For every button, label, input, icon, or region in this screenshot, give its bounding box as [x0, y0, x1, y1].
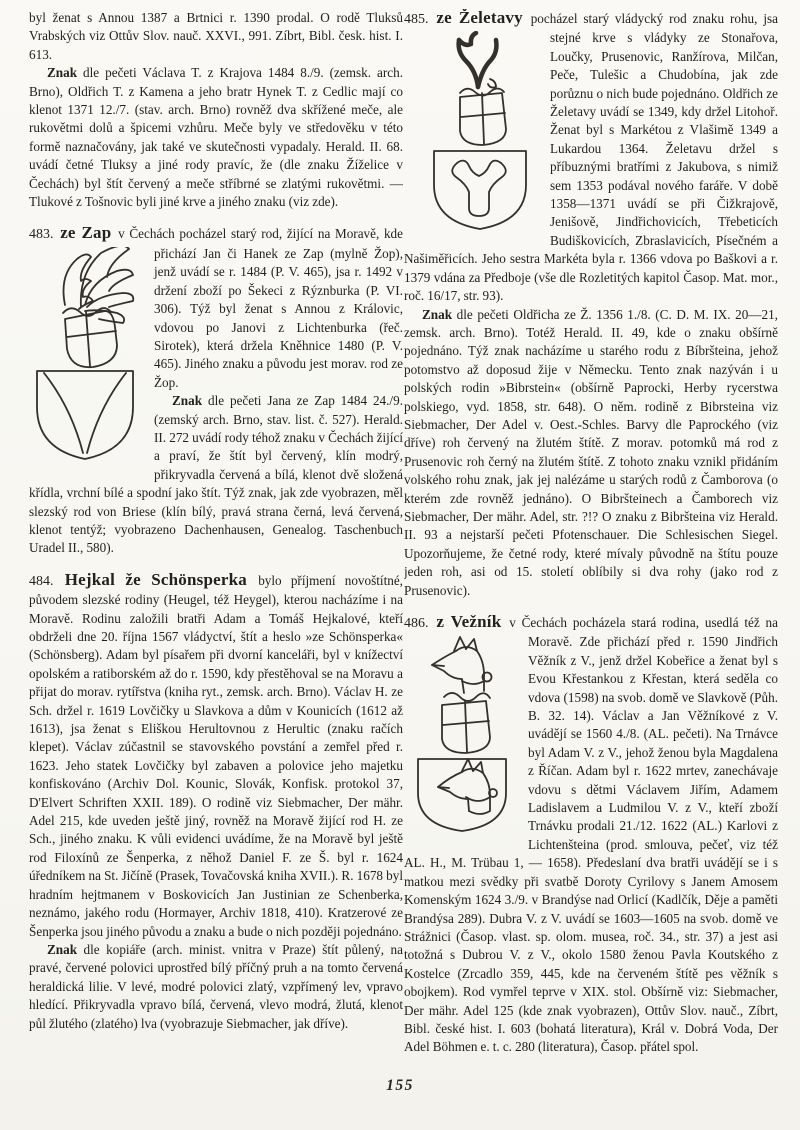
entry-name: z Vežník: [436, 612, 502, 631]
dog-head-shield-helmet-dog-crest-icon: [414, 635, 510, 835]
zap-coat-of-arms-figure: [29, 247, 141, 465]
entry-485-body: [404, 9, 778, 306]
znak-text: dle pečeti Oldřicha ze Ž. 1356 1./8. (C. D. M. IX. 20—21, zemsk. arch. Brno). Totéž Herald. II. 49, kde o znaku obšírně pojednáno. Týž znak nacházíme u starého rodu z Bíbršteina, jehož potomstvo až doposud žije v Německu. Tento znak nazýván i u polských rodin »Bibrstein« (obšírně Paprocki, Herby rycerstwa polskiego, vyd. 1858, str. 648). O něm. rodině z Bibrsteina viz Siebmacher, Der Adel v. Oest.-Schles. Barvy dle Paprockého (viz dříve) roh červený na žlutém štítě. Z morav. potomků má rod z Prusenovic roh černý na žlutém štítě. Z tohoto znaku vznikl přidáním volského rohu znak, jak jej nalézáme u starých rodů z Čamborova (o kterém zde rovněž jednáno). O Bibršteinech a Čamborech viz Siebmacher, Der mähr. Adel, str. ?!? O znaku z Bibršteina viz Herald. II. 93 a nejstarší pečeti Pfotenschauer. Die Schlesischen Siegel. Upozorňujeme, že četné rody, které mívaly původně na štítu pouze jeden roh, asi od 15. století oblíbily si dva rohy (jako rod z Prusenovic).: [404, 306, 778, 598]
znak-label: Znak: [47, 941, 78, 957]
entry-number: 484.: [29, 573, 54, 589]
entry-485-ze-zeletavy: [404, 9, 778, 600]
entry-484-body: [29, 571, 403, 941]
entry-text: v Čechách pocházela stará rodina, usedlá též na Moravě. Zde přichází před: [509, 615, 778, 650]
entry-text: bylo příjmení novoštítné, původem slezské rodiny (Heugel, též Heygel), kterou nacházíme i na Moravě. Rodinu založili bratři Adam a Tomáš Hejkalové, kteří obdrželi dne 20. října 1567 vládyctví, štít a heslo »ze Schönsperka« (Schönsberg). Adam byl písařem při dvorní kanceláři, byl v knížectví opolském a ratiborském až do r. 1590, kdy přestěhoval se na Moravu a přijat do morav. rytířstva (kniha ryt., zemsk. arch. Brno). Václav H. ze Sch. držel r. 1619 Lovčičky u Slavkova a dům v Kounicích (1612 až 1613), jsa ženat s Eliškou Herultovnou z Herultic (znaku račích klepet). Václav zúčastnil se stavovského povstání a zemřel před r. 1623. Jeho statek Lovčičky byl zabaven a polovice jeho majetku konfiskováno (Archiv Dol. Kounic, Slovák, Konfisk. protokol 37, D'Elvert Schriften XXII. 189). O rodině viz Siebmacher, Der mähr. Adel 215, kde uveden ještě jiný, rovněž na Moravě žijící rod H. ze Sch., jiného znaku. K vůli evidenci uvádíme, že na Moravě byl ještě rod Filoxínů ze Šenperka, z něhož Daniel F. ze Š. byl r. 1624 úředníkem na St. Jičíně (Prasek, Tovačovská kniha XVII.). R. 1678 byl hradním hejtmanem v Boskovicích Jan Justinian ze Schenberka, neznámo, jakého rodu (Hormayer, Archiv 1818, 410). Kratzerové ze Šenperka jsou jiného původu a znaku a bude o nich později pojednáno.: [29, 572, 403, 939]
znak-label: Znak: [422, 306, 453, 322]
horn-shield-helmet-antler-crest-icon: [430, 31, 530, 236]
entry-name: Hejkal že Schönsperka: [64, 569, 247, 589]
entry-484-hejkal: [29, 571, 403, 1033]
entry-text: pocházel starý vládycký rod znaku: [530, 11, 725, 26]
page-number: 155: [386, 1077, 414, 1094]
right-column: [404, 9, 778, 1071]
znak-label: Znak: [47, 65, 78, 81]
entry-text: rohu, jsa stejné krve s vládyky ze Stonařova, Loučky, Prusenovic, Ranžírova, Milčan, Peče, Tulešic a Chudobína, jak zde porůznu o nich bude pojednáno. Oldřich ze Želetavy uvádí se 1349, kdy držel Litohoř. Ženat byl s Markétou z Vlašimě 1349 a Lukardou 1364. Želetavu držel s příbuznými bratřími z Jakubova, s nimiž sem 1353 podával nového faráře. V době 1358—1371 uvádí se při Čižkrajově, Jenišově, Jindřichovicích, Třebeticích Budiškovicích, Zbraslavicích, Písečném a Našiměřicích. Jeho sestra Markéta byla r. 1366 vdova po Baškovi a r. 1379 vdána za Předboje (vše dle Rozletitých kapitol Časop. Mat. mor., roč. 16/17, str. 93).: [404, 11, 778, 304]
entry-486-z-veznik: [404, 613, 778, 1057]
entry-486-body: [404, 613, 778, 1057]
continuation-text: byl ženat s Annou 1387 a Brtnici r. 1390 prodal. O rodě Tluksů Vrabských viz Ottův Slov. nauč. XXVI., 991. Zíbrt, Bibl. česk. hist. I. 613.: [29, 10, 403, 62]
entry-name: ze Zap: [60, 223, 112, 243]
znak-text: dle pečeti Jana ze Zap 1484 24./9. (zemský arch. Brno, stav. list. č. 527). Herald. II. 272 uvádí rody téhož znaku v Čechách žijící a praví, že štít byl červený, klín modrý, přikryvadla červená a bílá, klenot dvě složená křídla, vrchní bílé a spodní jako štít. Týž znak, jak zde vyobrazen, měl slezský rod von Briese (klín bílý, pravá strana černá, levá červená, klenot tentýž; vyobrazeno Dachenhausen, Genealog. Taschenbuch Uradel II., 580).: [29, 393, 403, 556]
entry-number: 485.: [404, 12, 429, 27]
zeletavy-coat-of-arms-figure: [430, 31, 530, 236]
entry-text: v Čechách pocházel starý rod, žijící na Moravě, kde přichází Jan či Hanek ze: [118, 226, 403, 261]
znak-text: dle kopiáře (arch. minist. vnitra v Praze) štít půlený, na pravé, červené polovici uprostřed bílý příčný pruh a na tomto červená heraldická lilie. V levé, modré polovici zlatý, vzpřímený lev, vpravo hledící. Přikryvadla vpravo bílá, červená, vlevo modrá, žlutá, klenot půl žlutého (zlatého) lva (vyobrazuje Siebmacher, jak dříve).: [29, 941, 403, 1031]
entry-number: 483.: [29, 227, 54, 243]
entry-name: ze Želetavy: [436, 9, 523, 27]
znak-paragraph-485: [404, 306, 778, 601]
entry-483-body: [29, 224, 403, 392]
veznik-coat-of-arms-figure: [414, 635, 510, 835]
znak-label: Znak: [172, 393, 203, 409]
entry-483-ze-zap: [29, 224, 403, 557]
entry-text: r. 1590 Jindřich Věžník z V., jenž držel Kobeřice a ženat byl s Evou Křestankou z Křestan, která seděla co vdova (1598) na svob. domě ve Slavkově (Půh. B. 32. 14). Václav a Jan Věžníkové z V. uvádějí se 1560 4./8. (AL. pečeti). Na Trnávce byl Adam V. z V., jehož ženou byla Magdalena z Říčan. Adam byl r. 1622 mrtev, zanechávaje vdovu s dětmi Václavem Jiřím, Adamem Ladislavem a Ludmilou V. z V., kteří zboží Trnávku prodali 21./12. 1622 (AL.) Karlovi z Lichtenšteina (prod. smlouva, pečeť, viz též AL. H., M. Trübau 1, — 1658). Předeslaní dva bratři uvádějí se i s matkou mezi svědky při svatbě Doroty Cyrilovy s Janem Amosem Komenským 1624 3./9. v Brandýse nad Orlicí (Kadlčík, Děje a paměti Brandýsa 289). Dubra V. z V. uvádí se 1603—1605 na svob. domě ve Strážnici (Časop. vlast. sp. olom. musea, roč. 34., str. 37) a jest asi totožná s Dubrou V. z V., okolo 1580 ženou Pavla Koutského z Kostelce (Zrcadlo 359, 445, kde na červeném štítě pes věžník s obojkem). Rod vymřel teprve v XIX. stol. Obšírně viz: Siebmacher, Der mähr. Adel 125 (kde znak vyobrazen), Ottův Slov. nauč., Zíbrt, Bibl. české hist. I. 603 (bohatá literatura), Král v. Dobrá Voda, Der Adel Böhmen e. t. c. 280 (literatura), Časop. přátel spol.: [404, 634, 778, 1055]
znak-paragraph-484: [29, 941, 403, 1033]
wedge-shield-winged-helmet-icon: [29, 247, 141, 465]
left-column: [29, 9, 403, 1071]
continuation-paragraph: [29, 9, 403, 64]
znak-text: dle pečeti Václava T. z Krajova 1484 8./9. (zemsk. arch. Brno), Oldřich T. z Kamena a jeho bratr Hynek T. z Cedlic mají co klenot 1371 12./7. (stav. arch. Brno) rovněž dva skřížené meče, ale rukovětmi dolů a špicemi vzhůru. Meče byly ve středověku v této formě naznačovány, jak také ve skutečnosti vypadaly. Herald. II. 68. uvádí četné Tluksy a jiné rody pravíc, že (dle znaku Žíželice v Čechách) byl štít červený a meče stříbrné se zlatými rukovětmi. — Tlukové z Tošnovic byli jiné krve a jiného znaku (viz zde).: [29, 65, 403, 210]
entry-number: 486.: [404, 616, 429, 631]
entry-text: Zap (mylně Žop), jenž uvádí se r. 1484 (P. V. 465), jsa r. 1492 v držení zboží po Šekeci z Rýznburka (P. VI. 306). Týž byl ženat s Annou z Královic, vdovou po Janovi z Lichtenburka (řeč. Sirotek), která držela Kněhnice 1480 (P. V. 465). Jiného znaku a původu jest morav. rod ze Žop.: [154, 245, 403, 390]
znak-paragraph-tluks: [29, 64, 403, 211]
